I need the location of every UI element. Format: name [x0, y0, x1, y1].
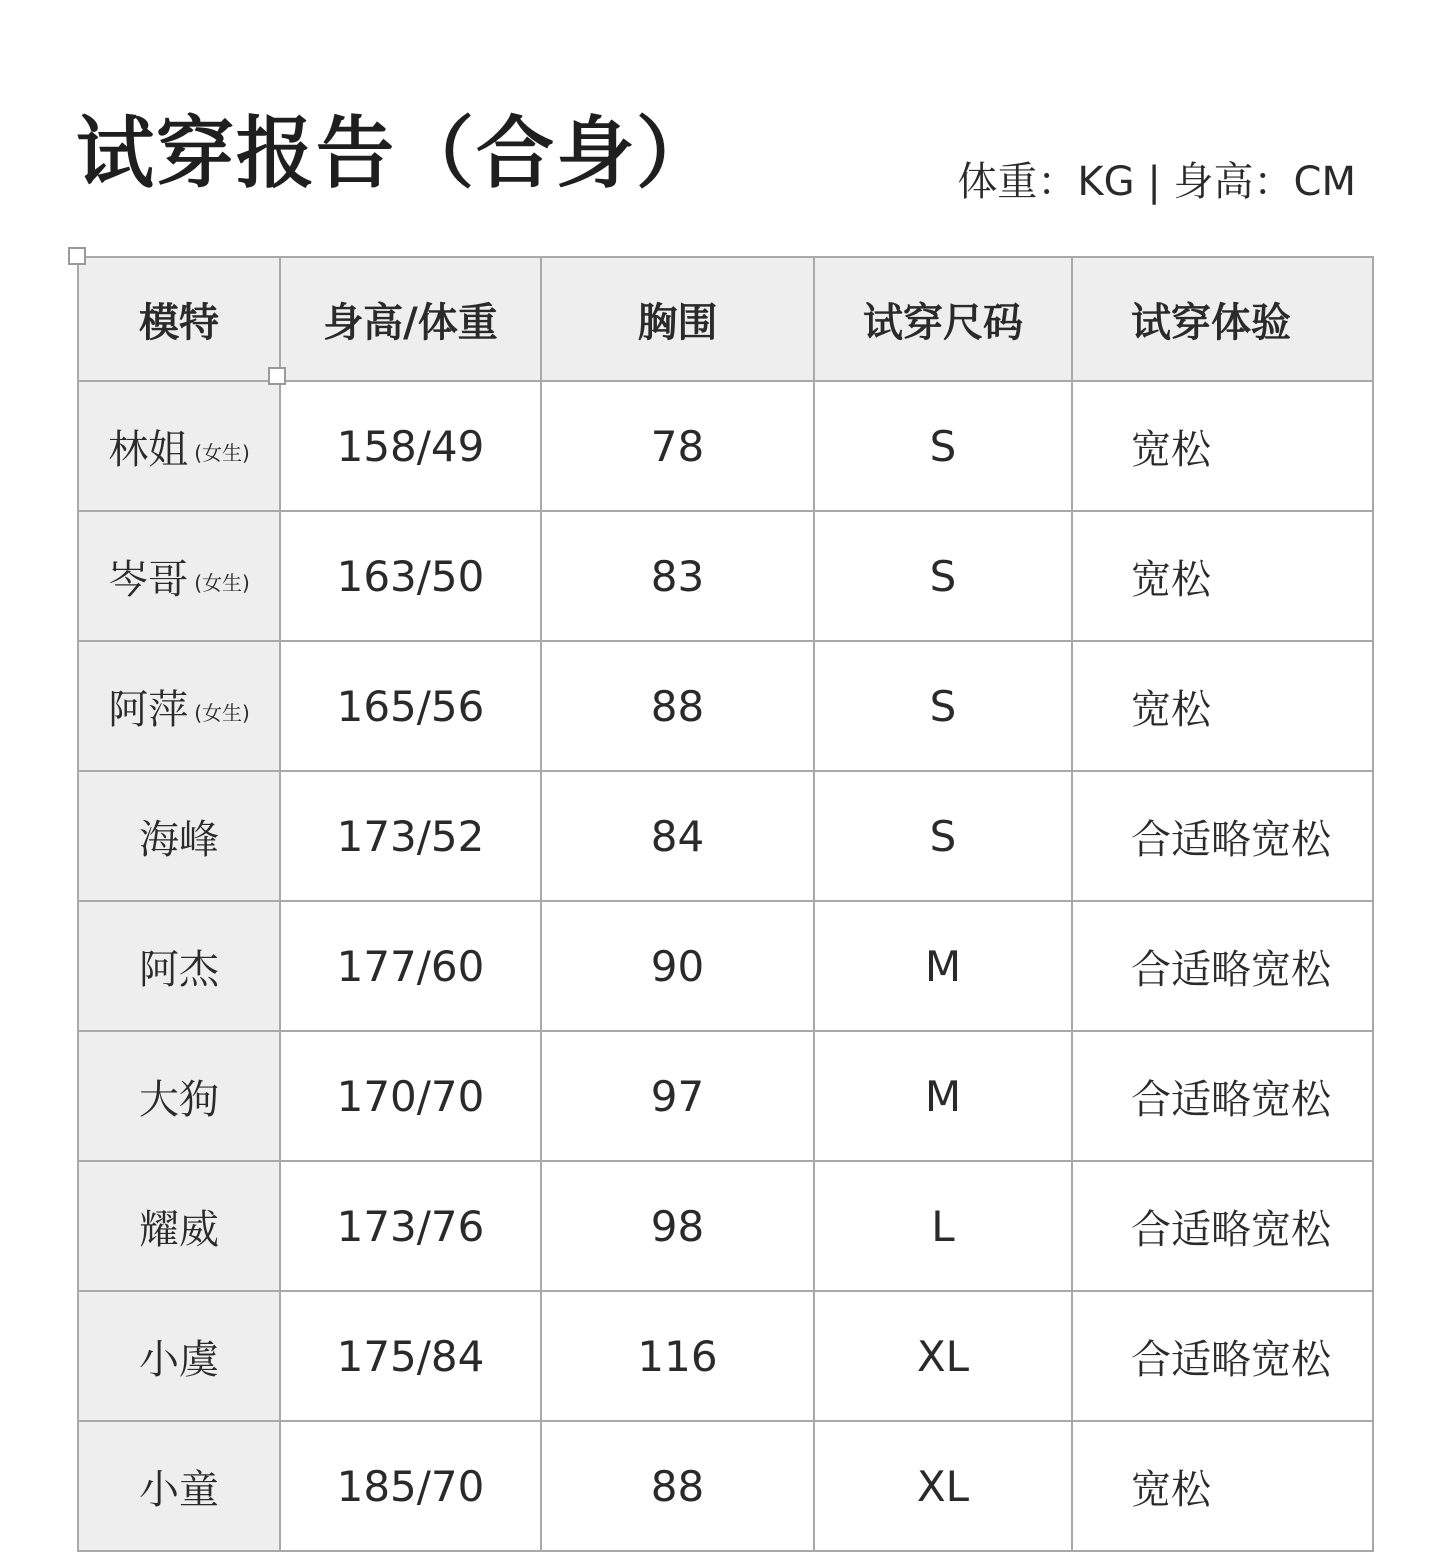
height-weight-cell: 165/56	[280, 641, 541, 771]
height-weight-cell: 185/70	[280, 1421, 541, 1551]
table-row	[78, 1421, 1373, 1551]
height-weight-cell: 173/76	[280, 1161, 541, 1291]
model-cell	[78, 771, 280, 901]
size-cell: S	[814, 771, 1072, 901]
size-cell: S	[814, 381, 1072, 511]
table-row	[78, 511, 1373, 641]
model-name: 小虞	[139, 1336, 219, 1383]
size-cell: S	[814, 641, 1072, 771]
size-cell: XL	[814, 1291, 1072, 1421]
size-cell: M	[814, 1031, 1072, 1161]
experience-cell: 宽松	[1072, 641, 1373, 771]
model-name: 阿杰	[139, 946, 219, 993]
experience-cell: 合适略宽松	[1072, 1161, 1373, 1291]
model-note: (女生)	[194, 570, 250, 595]
model-name: 海峰	[139, 816, 219, 863]
experience-cell: 合适略宽松	[1072, 1031, 1373, 1161]
experience-cell: 宽松	[1072, 511, 1373, 641]
model-cell	[78, 1031, 280, 1161]
fit-report-table-wrapper	[77, 256, 1372, 1552]
fit-report-table	[77, 256, 1374, 1552]
model-note: (女生)	[194, 700, 250, 725]
model-cell	[78, 641, 280, 771]
height-weight-cell: 175/84	[280, 1291, 541, 1421]
chest-cell: 78	[541, 381, 814, 511]
chest-cell: 90	[541, 901, 814, 1031]
model-cell	[78, 1291, 280, 1421]
experience-cell: 合适略宽松	[1072, 771, 1373, 901]
model-cell	[78, 1161, 280, 1291]
model-name: 耀威	[139, 1206, 219, 1253]
table-row	[78, 1031, 1373, 1161]
model-name: 岑哥	[108, 556, 189, 603]
chest-cell: 84	[541, 771, 814, 901]
model-cell	[78, 511, 280, 641]
chest-cell: 83	[541, 511, 814, 641]
experience-cell: 宽松	[1072, 381, 1373, 511]
page-title: 试穿报告（合身）	[76, 109, 717, 199]
header-model: 模特	[78, 257, 280, 381]
size-cell: M	[814, 901, 1072, 1031]
header-size: 试穿尺码	[814, 257, 1072, 381]
model-cell	[78, 1421, 280, 1551]
height-weight-cell: 170/70	[280, 1031, 541, 1161]
chest-cell: 98	[541, 1161, 814, 1291]
height-weight-cell: 173/52	[280, 771, 541, 901]
table-row	[78, 1291, 1373, 1421]
model-name: 大狗	[139, 1076, 219, 1123]
model-name: 林姐	[108, 426, 189, 473]
header-experience: 试穿体验	[1072, 257, 1373, 381]
experience-cell: 宽松	[1072, 1421, 1373, 1551]
size-cell: S	[814, 511, 1072, 641]
size-cell: XL	[814, 1421, 1072, 1551]
experience-cell: 合适略宽松	[1072, 1291, 1373, 1421]
height-weight-cell: 177/60	[280, 901, 541, 1031]
model-name: 小童	[139, 1466, 219, 1513]
table-resize-handle-top-left[interactable]	[68, 247, 86, 265]
chest-cell: 116	[541, 1291, 814, 1421]
chest-cell: 88	[541, 641, 814, 771]
model-cell	[78, 901, 280, 1031]
cell-resize-handle[interactable]	[268, 367, 286, 385]
model-note: (女生)	[194, 440, 250, 465]
units-note: 体重：KG | 身高：CM	[957, 159, 1356, 205]
height-weight-cell: 158/49	[280, 381, 541, 511]
header-chest: 胸围	[541, 257, 814, 381]
table-row	[78, 901, 1373, 1031]
table-row	[78, 1161, 1373, 1291]
table-header-row	[78, 257, 1373, 381]
table-row	[78, 771, 1373, 901]
experience-cell: 合适略宽松	[1072, 901, 1373, 1031]
header-height-weight: 身高/体重	[280, 257, 541, 381]
table-row	[78, 641, 1373, 771]
height-weight-cell: 163/50	[280, 511, 541, 641]
size-cell: L	[814, 1161, 1072, 1291]
chest-cell: 97	[541, 1031, 814, 1161]
table-row	[78, 381, 1373, 511]
model-name: 阿萍	[108, 686, 189, 733]
model-cell	[78, 381, 280, 511]
chest-cell: 88	[541, 1421, 814, 1551]
